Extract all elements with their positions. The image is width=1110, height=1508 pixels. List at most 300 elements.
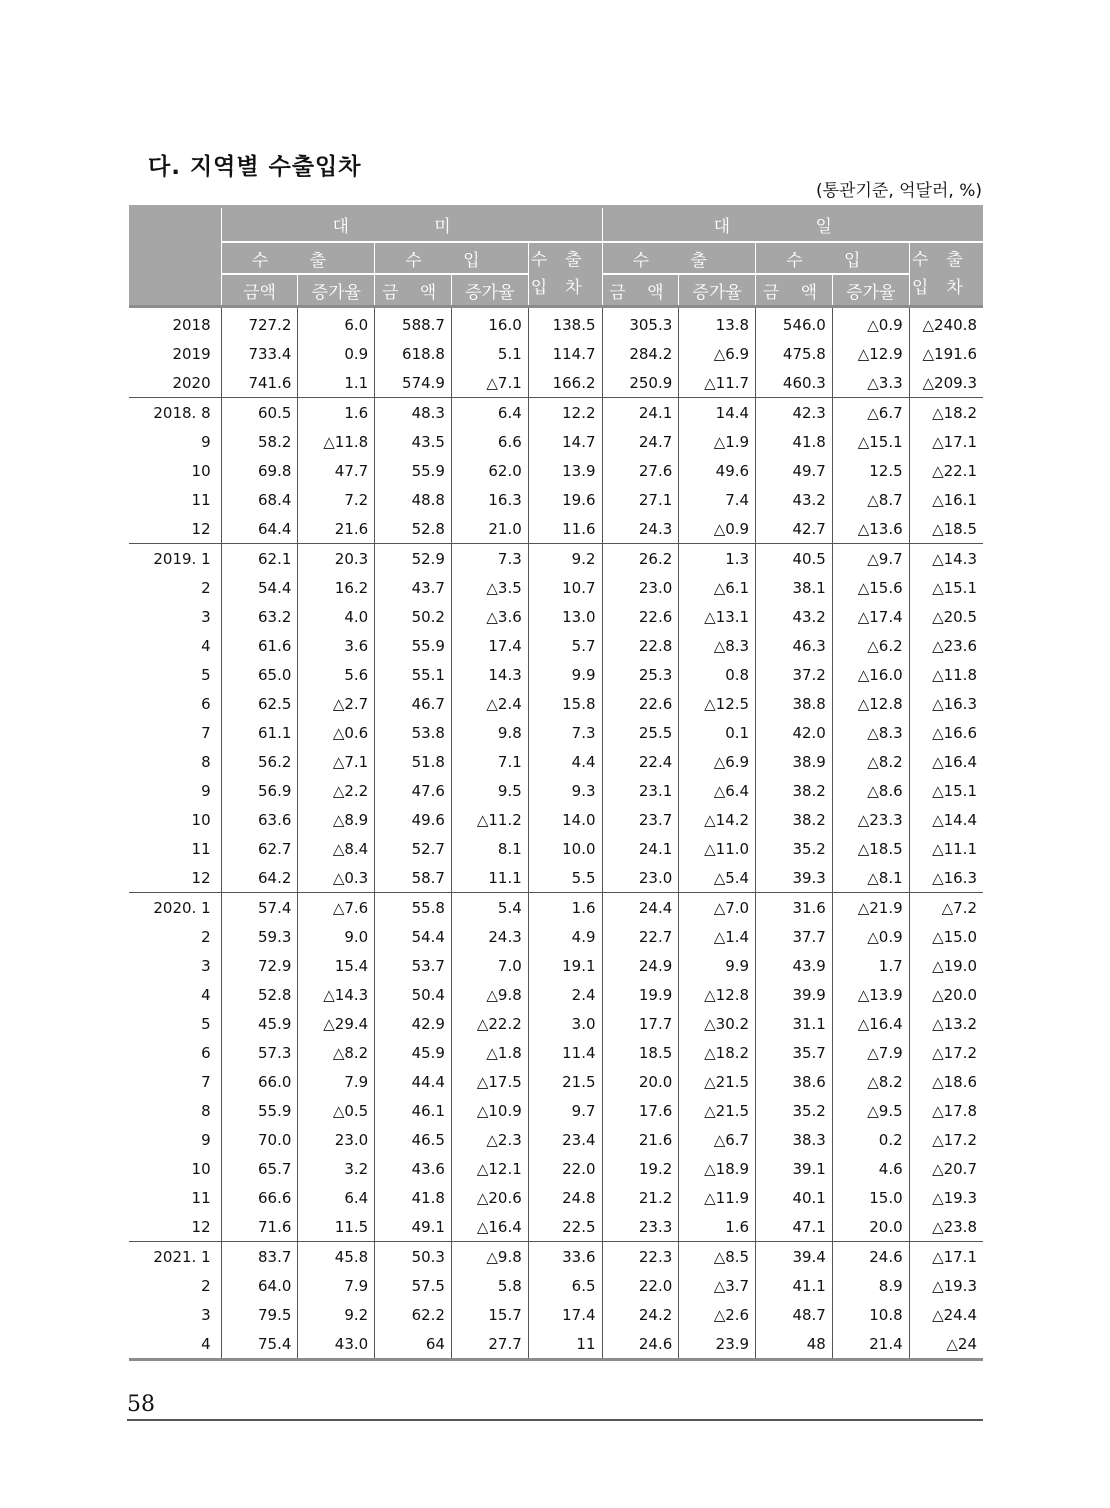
table-cell: 16.2 [298,573,375,602]
table-cell: 24.7 [602,427,679,456]
table-row [129,834,983,863]
table-cell: 43.7 [375,573,452,602]
table-cell: △12.8 [679,980,756,1009]
table-cell: 62.1 [221,544,298,574]
table-cell: 250.9 [602,368,679,398]
row-label: 9 [201,432,211,451]
table-cell: 54.4 [375,922,452,951]
table-cell: △20.5 [909,602,983,631]
table-cell: △8.3 [679,631,756,660]
table-cell: 15.0 [832,1183,909,1212]
table-cell: 57.5 [375,1271,452,1300]
row-label: 2020. 1 [129,893,221,923]
table-cell: 9.0 [298,922,375,951]
table-cell: 10.7 [528,573,602,602]
table-row [129,514,983,544]
table-cell: △1.4 [679,922,756,951]
table-cell: △8.2 [832,1067,909,1096]
table-row [129,776,983,805]
table-cell: △7.1 [451,368,528,398]
row-label: 2 [201,578,211,597]
table-cell: △15.1 [909,573,983,602]
row-label: 2020 [172,373,211,392]
section-title: 다. 지역별 수출입차 [148,154,362,180]
table-cell: 22.0 [602,1271,679,1300]
table-cell: △2.3 [451,1125,528,1154]
table-cell: △6.4 [679,776,756,805]
table-cell: 62.5 [221,689,298,718]
table-row [129,718,983,747]
table-cell: △14.3 [909,544,983,574]
table-cell: △0.5 [298,1096,375,1125]
table-cell: △17.1 [909,427,983,456]
table-cell: 70.0 [221,1125,298,1154]
table-cell: 10.8 [832,1300,909,1329]
table-cell: 1.3 [679,544,756,574]
table-cell: 460.3 [756,368,833,398]
table-cell: △16.4 [909,747,983,776]
table-cell: △15.1 [909,776,983,805]
table-cell: △12.9 [832,339,909,368]
row-label: 5 [201,1014,211,1033]
table-cell: △16.4 [451,1212,528,1242]
table-cell: 7.2 [298,485,375,514]
table-cell: △18.9 [679,1154,756,1183]
row-label: 9 [201,781,211,800]
table-cell: △6.9 [679,747,756,776]
table-cell: 41.8 [756,427,833,456]
table-cell: △3.7 [679,1271,756,1300]
row-label: 7 [201,723,211,742]
table-cell: 33.6 [528,1242,602,1272]
table-cell: △1.8 [451,1038,528,1067]
table-cell: 7.4 [679,485,756,514]
table-cell: 24.1 [602,834,679,863]
table-body [129,307,983,1360]
table-cell: 39.9 [756,980,833,1009]
row-label: 5 [201,665,211,684]
table-cell: 1.1 [298,368,375,398]
table-cell: 49.1 [375,1212,452,1242]
table-cell: △7.6 [298,893,375,923]
table-cell: 35.2 [756,1096,833,1125]
table-cell: 55.9 [375,456,452,485]
table-row [129,980,983,1009]
table-cell: 65.0 [221,660,298,689]
table-cell: △22.1 [909,456,983,485]
header-us-import-amount: 금 액 [375,274,452,307]
table-cell: 24.3 [602,514,679,544]
table-cell: 5.8 [451,1271,528,1300]
row-label: 11 [191,839,211,858]
table-cell: 43.2 [756,485,833,514]
table-cell: 4.4 [528,747,602,776]
table-cell: 727.2 [221,307,298,340]
table-cell: 59.3 [221,922,298,951]
table-cell: 49.6 [375,805,452,834]
table-cell: △9.5 [832,1096,909,1125]
table-cell: 42.3 [756,398,833,428]
table-cell: 35.2 [756,834,833,863]
table-cell: △15.1 [832,427,909,456]
table-cell: 23.0 [602,863,679,893]
table-cell: △16.6 [909,718,983,747]
row-label: 6 [201,1043,211,1062]
table-cell: 58.7 [375,863,452,893]
table-cell: 50.4 [375,980,452,1009]
table-cell: 19.6 [528,485,602,514]
table-cell: 138.5 [528,307,602,340]
table-cell: 1.6 [298,398,375,428]
table-row [129,660,983,689]
table-cell: △18.5 [832,834,909,863]
table-cell: 1.6 [679,1212,756,1242]
table-cell: △21.5 [679,1096,756,1125]
table-cell: 38.9 [756,747,833,776]
table-cell: 4.9 [528,922,602,951]
table-cell: 10.0 [528,834,602,863]
table-cell: △3.6 [451,602,528,631]
row-label: 4 [201,985,211,1004]
table-cell: 64.2 [221,863,298,893]
table-cell: 38.8 [756,689,833,718]
table-cell: △20.0 [909,980,983,1009]
table-cell: △17.8 [909,1096,983,1125]
table-cell: △16.0 [832,660,909,689]
table-cell: 56.9 [221,776,298,805]
table-cell: △30.2 [679,1009,756,1038]
table-cell: △11.8 [298,427,375,456]
table-cell: 166.2 [528,368,602,398]
table-cell: 21.6 [298,514,375,544]
table-cell: 11.6 [528,514,602,544]
table-cell: △15.0 [909,922,983,951]
table-cell: 41.8 [375,1183,452,1212]
table-cell: 7.0 [451,951,528,980]
row-label: 3 [201,1305,211,1324]
table-cell: △8.4 [298,834,375,863]
table-cell: 83.7 [221,1242,298,1272]
table-cell: 9.9 [528,660,602,689]
table-cell: △11.9 [679,1183,756,1212]
table-cell: 26.2 [602,544,679,574]
table-cell: 17.4 [528,1300,602,1329]
table-row [129,893,983,923]
table-cell: 49.6 [679,456,756,485]
table-cell: 733.4 [221,339,298,368]
table-cell: △7.2 [909,893,983,923]
table-cell: 57.3 [221,1038,298,1067]
table-cell: △24 [909,1329,983,1360]
table-cell: 4.0 [298,602,375,631]
table-cell: 5.6 [298,660,375,689]
table-cell: 7.3 [451,544,528,574]
table-cell: 55.1 [375,660,452,689]
table-cell: 24.2 [602,1300,679,1329]
table-cell: △21.5 [679,1067,756,1096]
table-cell: 52.8 [221,980,298,1009]
row-label: 11 [191,1188,211,1207]
table-cell: 63.2 [221,602,298,631]
table-cell: 22.6 [602,689,679,718]
table-cell: 46.5 [375,1125,452,1154]
table-cell: 27.7 [451,1329,528,1360]
table-cell: △11.7 [679,368,756,398]
table-cell: 43.2 [756,602,833,631]
table-row [129,1329,983,1360]
table-row [129,863,983,893]
table-cell: 22.4 [602,747,679,776]
table-cell: △18.5 [909,514,983,544]
table-cell: 39.4 [756,1242,833,1272]
page-number: 58 [127,1392,155,1417]
table-cell: 64.4 [221,514,298,544]
header-jp-export-growth: 증가율 [679,274,756,307]
table-cell: 22.7 [602,922,679,951]
table-cell: 52.8 [375,514,452,544]
table-cell: △209.3 [909,368,983,398]
trade-balance-table [129,205,983,1361]
table-cell: 7.9 [298,1271,375,1300]
table-cell: 38.3 [756,1125,833,1154]
table-cell: 114.7 [528,339,602,368]
table-cell: 45.9 [375,1038,452,1067]
table-row [129,427,983,456]
table-cell: 62.0 [451,456,528,485]
table-cell: 0.1 [679,718,756,747]
table-cell: 22.0 [528,1154,602,1183]
table-cell: △3.3 [832,368,909,398]
table-cell: 48 [756,1329,833,1360]
table-cell: 55.8 [375,893,452,923]
table-cell: 9.2 [528,544,602,574]
table-cell: 12.2 [528,398,602,428]
table-cell: △13.6 [832,514,909,544]
row-label: 10 [191,810,211,829]
table-cell: △0.6 [298,718,375,747]
table-cell: △16.3 [909,689,983,718]
table-cell: 48.8 [375,485,452,514]
table-cell: 9.9 [679,951,756,980]
table-cell: 3.0 [528,1009,602,1038]
table-cell: 24.8 [528,1183,602,1212]
table-cell: △12.8 [832,689,909,718]
table-cell: 49.7 [756,456,833,485]
table-cell: 15.7 [451,1300,528,1329]
table-cell: 15.8 [528,689,602,718]
row-label: 2018. 8 [129,398,221,428]
header-us-export: 수 출 [221,242,375,274]
table-row [129,368,983,398]
table-cell: 6.6 [451,427,528,456]
table-row [129,1038,983,1067]
header-us-balance: 수출 입차 [528,242,602,307]
table-cell: 3.6 [298,631,375,660]
table-cell: 9.3 [528,776,602,805]
table-cell: 21.5 [528,1067,602,1096]
table-cell: 56.2 [221,747,298,776]
table-cell: △7.1 [298,747,375,776]
header-jp-export: 수 출 [602,242,756,274]
table-cell: 588.7 [375,307,452,340]
table-cell: △24.4 [909,1300,983,1329]
table-cell: 61.1 [221,718,298,747]
row-label: 12 [191,519,211,538]
table-cell: △7.0 [679,893,756,923]
table-cell: 46.1 [375,1096,452,1125]
table-cell: △1.9 [679,427,756,456]
table-cell: 8.9 [832,1271,909,1300]
table-cell: 14.3 [451,660,528,689]
table-cell: 61.6 [221,631,298,660]
table-cell: 52.7 [375,834,452,863]
table-cell: 3.2 [298,1154,375,1183]
table-cell: △15.6 [832,573,909,602]
table-cell: 21.0 [451,514,528,544]
table-cell: 23.0 [602,573,679,602]
table-cell: △9.8 [451,1242,528,1272]
table-cell: 39.1 [756,1154,833,1183]
table-cell: △19.3 [909,1271,983,1300]
table-cell: 75.4 [221,1329,298,1360]
footer-rule [127,1419,983,1421]
table-cell: 25.5 [602,718,679,747]
table-row [129,631,983,660]
table-cell: 19.9 [602,980,679,1009]
table-cell: 14.7 [528,427,602,456]
table-cell: △5.4 [679,863,756,893]
table-cell: 50.2 [375,602,452,631]
table-cell: 20.0 [832,1212,909,1242]
table-cell: △2.4 [451,689,528,718]
table-cell: 46.7 [375,689,452,718]
row-label: 12 [191,1217,211,1236]
table-cell: 16.3 [451,485,528,514]
table-cell: △8.6 [832,776,909,805]
table-cell: △19.3 [909,1183,983,1212]
table-cell: 284.2 [602,339,679,368]
table-cell: 13.8 [679,307,756,340]
table-cell: 11.4 [528,1038,602,1067]
row-label: 2 [201,1276,211,1295]
table-cell: 19.2 [602,1154,679,1183]
table-cell: 41.1 [756,1271,833,1300]
table-cell: △18.2 [909,398,983,428]
table-cell: 9.8 [451,718,528,747]
header-us-import-growth: 증가율 [451,274,528,307]
table-cell: 38.2 [756,805,833,834]
table-cell: 43.9 [756,951,833,980]
header-us-export-amount: 금액 [221,274,298,307]
table-cell: 22.6 [602,602,679,631]
table-cell: 68.4 [221,485,298,514]
row-label: 2019 [172,344,211,363]
table-cell: 58.2 [221,427,298,456]
table-cell: 23.1 [602,776,679,805]
table-cell: 31.6 [756,893,833,923]
table-cell: △6.1 [679,573,756,602]
table-cell: △16.3 [909,863,983,893]
table-cell: △10.9 [451,1096,528,1125]
table-cell: 21.4 [832,1329,909,1360]
table-cell: 9.5 [451,776,528,805]
table-cell: 20.3 [298,544,375,574]
table-cell: 6.4 [451,398,528,428]
table-cell: 6.5 [528,1271,602,1300]
table-row [129,456,983,485]
table-row [129,1067,983,1096]
table-cell: 39.3 [756,863,833,893]
table-cell: 15.4 [298,951,375,980]
table-cell: △20.7 [909,1154,983,1183]
table-cell: 13.0 [528,602,602,631]
table-cell: 24.6 [832,1242,909,1272]
table-cell: 17.7 [602,1009,679,1038]
table-cell: 38.6 [756,1067,833,1096]
table-row [129,1009,983,1038]
table-cell: 9.7 [528,1096,602,1125]
row-label: 10 [191,1159,211,1178]
table-cell: △191.6 [909,339,983,368]
table-cell: 0.9 [298,339,375,368]
table-cell: 50.3 [375,1242,452,1272]
table-cell: 22.8 [602,631,679,660]
table-cell: 23.7 [602,805,679,834]
table-cell: 48.7 [756,1300,833,1329]
table-cell: △3.5 [451,573,528,602]
table-row [129,1096,983,1125]
table-cell: 1.6 [528,893,602,923]
table-cell: 24.3 [451,922,528,951]
table-cell: 19.1 [528,951,602,980]
unit-note: (통관기준, 억달러, %) [816,181,982,201]
table-cell: 43.0 [298,1329,375,1360]
table-cell: 57.4 [221,893,298,923]
table-cell: 31.1 [756,1009,833,1038]
row-label: 2021. 1 [129,1242,221,1272]
table-cell: 618.8 [375,339,452,368]
table-row [129,307,983,340]
row-label: 3 [201,956,211,975]
table-cell: 62.2 [375,1300,452,1329]
table-cell: 23.3 [602,1212,679,1242]
table-header [129,207,983,307]
table-cell: △29.4 [298,1009,375,1038]
table-cell: 51.8 [375,747,452,776]
table-cell: 24.1 [602,398,679,428]
table-cell: △18.6 [909,1067,983,1096]
table-cell: △13.2 [909,1009,983,1038]
table-row [129,1300,983,1329]
row-label: 2 [201,927,211,946]
row-label: 9 [201,1130,211,1149]
table-cell: 37.2 [756,660,833,689]
table-cell: 475.8 [756,339,833,368]
table-cell: △8.2 [298,1038,375,1067]
table-cell: 24.6 [602,1329,679,1360]
table-cell: △0.3 [298,863,375,893]
table-row [129,951,983,980]
table-cell: 4.6 [832,1154,909,1183]
table-cell: 18.5 [602,1038,679,1067]
table-cell: △11.2 [451,805,528,834]
row-label: 4 [129,1329,221,1360]
table-row [129,1212,983,1242]
table-cell: 60.5 [221,398,298,428]
table-row [129,1183,983,1212]
table-cell: △17.2 [909,1038,983,1067]
header-us-export-growth: 증가율 [298,274,375,307]
